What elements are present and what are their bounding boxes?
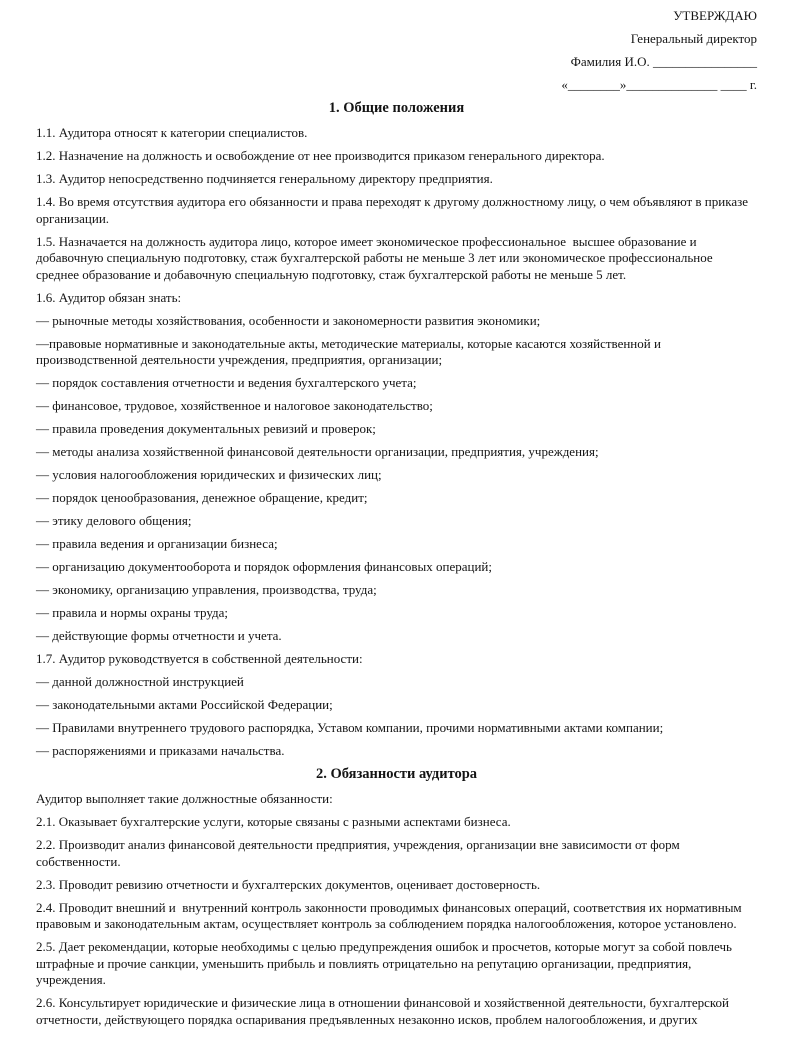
approval-block xyxy=(36,4,757,96)
knowledge-list-item: — порядок составления отчетности и ведения бухгалтерского учета; xyxy=(36,375,417,390)
approver-title: Генеральный директор xyxy=(630,31,757,46)
knowledge-list-item: —правовые нормативные и законодательные акты, методические материалы, которые касаются хозяйственной и производственной деятельности учреждения, предприятия, организации; xyxy=(36,335,665,367)
knowledge-list-item: — порядок ценообразования, денежное обращение, кредит; xyxy=(36,490,368,505)
duties-intro: Аудитор выполняет такие должностные обязанности: xyxy=(36,791,333,806)
knowledge-list-item: — экономику, организацию управления, производства, труда; xyxy=(36,582,377,597)
guidance-list-item: — Правилами внутреннего трудового распорядка, Уставом компании, прочими нормативными актами компании; xyxy=(36,720,664,735)
knowledge-list-item: — рыночные методы хозяйствования, особенности и закономерности развития экономики; xyxy=(36,312,541,328)
approval-stamp: УТВЕРЖДАЮ xyxy=(673,8,757,23)
knowledge-list-item: — методы анализа хозяйственной финансовой деятельности организации, предприятия, учреждения; xyxy=(36,444,599,459)
clause-1-7: 1.7. Аудитор руководствуется в собственной деятельности: xyxy=(36,651,363,666)
guidance-list-item: — распоряжениями и приказами начальства. xyxy=(36,743,285,758)
knowledge-list-item: — организацию документооборота и порядок оформления финансовых операций; xyxy=(36,559,493,574)
section-title-auditor-duties: 2. Обязанности аудитора xyxy=(315,766,478,782)
clause-2-2: 2.2. Производит анализ финансовой деятельности предприятия, учреждения, организации вне зависимости от форм собственности. xyxy=(36,837,683,869)
knowledge-list-item: — действующие формы отчетности и учета. xyxy=(36,628,282,643)
clause-1-2: 1.2. Назначение на должность и освобождение от нее производится приказом генерального директора. xyxy=(36,148,605,163)
approval-date-line: «________»______________ ____ г. xyxy=(561,77,757,92)
approver-name-line: Фамилия И.О. ________________ xyxy=(570,54,757,69)
clause-1-3: 1.3. Аудитор непосредственно подчиняется генеральному директору предприятия. xyxy=(36,171,493,186)
clause-1-6: 1.6. Аудитор обязан знать: xyxy=(36,289,182,305)
clause-2-1: 2.1. Оказывает бухгалтерские услуги, которые связаны с разными аспектами бизнеса. xyxy=(36,814,511,829)
guidance-list-item: — законодательными актами Российской Федерации; xyxy=(36,697,333,712)
knowledge-list-item: — условия налогообложения юридических и физических лиц; xyxy=(36,467,382,482)
section-title-general-provisions: 1. Общие положения xyxy=(328,100,465,116)
clause-1-1: 1.1. Аудитора относят к категории специалистов. xyxy=(36,125,308,140)
clause-1-5: 1.5. Назначается на должность аудитора лицо, которое имеет экономическое профессиональное высшее образование и добавочную специальную подготовку, стаж бухгалтерской работы не меньше 3 лет или экономическое профессиональное среднее образование и добавочную специальную подготовку, стаж бухгалтерской работы не меньше 5 лет. xyxy=(36,233,716,282)
knowledge-list-item: — правила проведения документальных ревизий и проверок; xyxy=(36,421,376,436)
clause-2-6: 2.6. Консультирует юридические и физические лица в отношении финансовой и хозяйственной деятельности, бухгалтерской отчетности, действующего порядка оспаривания предъявленных незаконно исков, проблем налогообложения, и других xyxy=(36,995,733,1027)
knowledge-list-item: — правила ведения и организации бизнеса; xyxy=(36,536,278,551)
knowledge-list-item: — этику делового общения; xyxy=(36,513,192,528)
clause-2-4: 2.4. Проводит внешний и внутренний контроль законности проводимых финансовых операций, соответствия их нормативным правовым и законодательным актам, осуществляет контроль за соблюдением порядка налогообложения, которое установлено. xyxy=(36,899,745,931)
clause-2-5: 2.5. Дает рекомендации, которые необходимы с целью предупреждения ошибок и просчетов, которые могут за собой повлечь штрафные и прочие санкции, уменьшить прибыль и повлиять отрицательно на репутацию организации, предприятия, учреждения. xyxy=(36,939,736,987)
clause-1-4: 1.4. Во время отсутствия аудитора его обязанности и права переходят к другому должностному лицу, о чем объявляют в приказе организации. xyxy=(36,194,752,226)
clause-2-3: 2.3. Проводит ревизию отчетности и бухгалтерских документов, оценивает достоверность. xyxy=(36,876,541,892)
knowledge-list-item: — правила и нормы охраны труда; xyxy=(36,605,228,620)
knowledge-list-item: — финансовое, трудовое, хозяйственное и налоговое законодательство; xyxy=(36,398,433,413)
guidance-list-item: — данной должностной инструкцией xyxy=(36,674,244,689)
